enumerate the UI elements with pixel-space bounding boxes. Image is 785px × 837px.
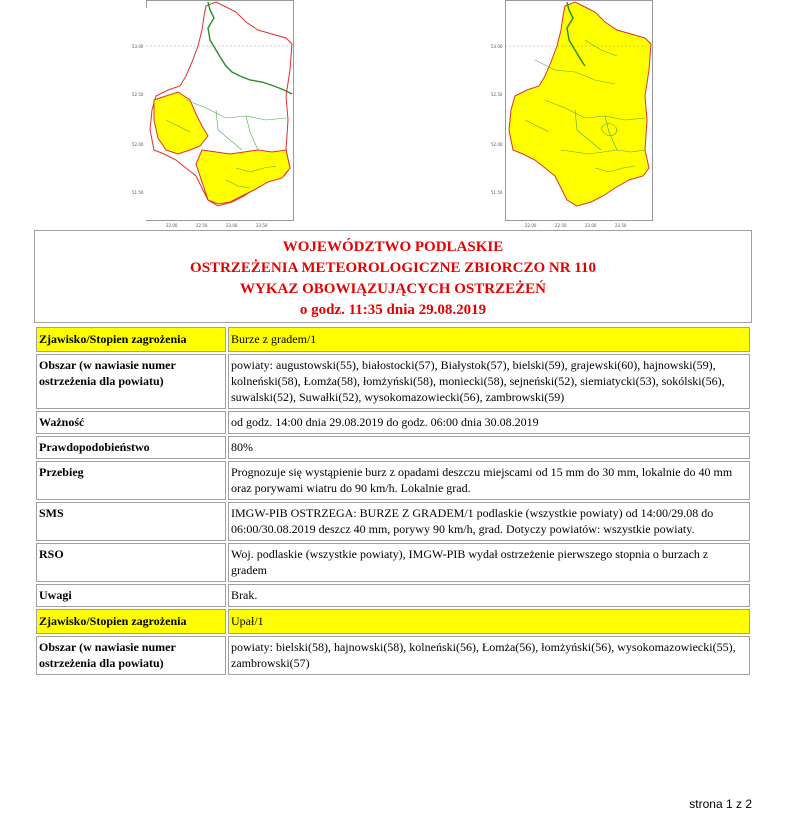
header-bulletin-number: OSTRZEŻENIA METEOROLOGICZNE ZBIORCZO NR 110 xyxy=(190,260,596,276)
header-list-title: WYKAZ OBOWIĄZUJĄCYCH OSTRZEŻEŃ xyxy=(240,281,546,297)
row-value: IMGW-PIB OSTRZEGA: BURZE Z GRADEM/1 podlaskie (wszystkie powiaty) od 14:00/29.08 do 06:00/30.08.2019 deszcz 40 mm, porywy 90 km/h, grad. Dotyczy powiatów: wszystkie powiaty. xyxy=(228,502,750,541)
warnings-table xyxy=(34,325,752,677)
row-label: SMS xyxy=(36,502,226,541)
lat-label: 53.00 xyxy=(132,44,144,49)
row-value: 80% xyxy=(228,436,750,459)
row-label: Ważność xyxy=(36,411,226,434)
lat-label: 52.00 xyxy=(132,142,144,147)
page-number: strona 1 z 2 xyxy=(689,797,752,811)
lat-label: 52.00 xyxy=(491,142,503,147)
lon-label: 23.50 xyxy=(256,223,268,228)
table-row xyxy=(36,327,750,352)
row-value: powiaty: augustowski(55), białostocki(57), Białystok(57), bielski(59), grajewski(60), hajnowski(59), kolneński(58), Łomża(58), łomżyński(58), moniecki(58), sejneński(52), siemiatycki(53), sokólski(56), suwalski(52), Suwałki(52), wysokomazowiecki(56), zambrowski(59) xyxy=(228,354,750,409)
lat-label: 52.50 xyxy=(491,92,503,97)
lon-label: 23.00 xyxy=(585,223,597,228)
table-row xyxy=(36,436,750,459)
row-label: Zjawisko/Stopien zagrożenia xyxy=(36,327,226,352)
warning-map-storm xyxy=(491,0,653,230)
warning-map-heat xyxy=(132,0,294,230)
map-storm-svg xyxy=(491,0,653,230)
lon-label: 22.00 xyxy=(166,223,178,228)
table-row xyxy=(36,502,750,541)
map-heat-svg xyxy=(132,0,294,230)
table-row xyxy=(36,461,750,500)
table-row xyxy=(36,354,750,409)
header-issue-time: o godz. 11:35 dnia 29.08.2019 xyxy=(299,302,487,318)
lon-label: 22.50 xyxy=(196,223,208,228)
table-row xyxy=(36,584,750,607)
row-value: Woj. podlaskie (wszystkie powiaty), IMGW-PIB wydał ostrzeżenie pierwszego stopnia o burzach z gradem xyxy=(228,543,750,582)
row-label: RSO xyxy=(36,543,226,582)
table-row xyxy=(36,411,750,434)
lon-label: 22.50 xyxy=(555,223,567,228)
table-row xyxy=(36,609,750,634)
lat-label: 52.50 xyxy=(132,92,144,97)
row-value: Upał/1 xyxy=(228,609,750,634)
row-value: Brak. xyxy=(228,584,750,607)
header-region: WOJEWÓDZTWO PODLASKIE xyxy=(282,239,504,255)
row-label: Uwagi xyxy=(36,584,226,607)
row-value: powiaty: bielski(58), hajnowski(58), kolneński(56), Łomża(56), łomżyński(56), wysokomazowiecki(55), zambrowski(57) xyxy=(228,636,750,675)
lat-label: 53.00 xyxy=(491,44,503,49)
table-row xyxy=(36,636,750,675)
lon-label: 23.50 xyxy=(615,223,627,228)
lon-label: 23.00 xyxy=(226,223,238,228)
row-value: Burze z gradem/1 xyxy=(228,327,750,352)
row-value: od godz. 14:00 dnia 29.08.2019 do godz. 06:00 dnia 30.08.2019 xyxy=(228,411,750,434)
lon-label: 22.00 xyxy=(525,223,537,228)
row-label: Obszar (w nawiasie numer ostrzeżenia dla powiatu) xyxy=(36,636,226,675)
row-label: Obszar (w nawiasie numer ostrzeżenia dla powiatu) xyxy=(36,354,226,409)
row-value: Prognozuje się wystąpienie burz z opadami deszczu miejscami od 15 mm do 30 mm, lokalnie do 40 mm oraz porywami wiatru do 90 km/h. Lokalnie grad. xyxy=(228,461,750,500)
document-header xyxy=(34,230,752,323)
lat-label: 51.50 xyxy=(132,190,144,195)
lat-label: 51.50 xyxy=(491,190,503,195)
row-label: Zjawisko/Stopien zagrożenia xyxy=(36,609,226,634)
row-label: Prawdopodobieństwo xyxy=(36,436,226,459)
table-row xyxy=(36,543,750,582)
row-label: Przebieg xyxy=(36,461,226,500)
